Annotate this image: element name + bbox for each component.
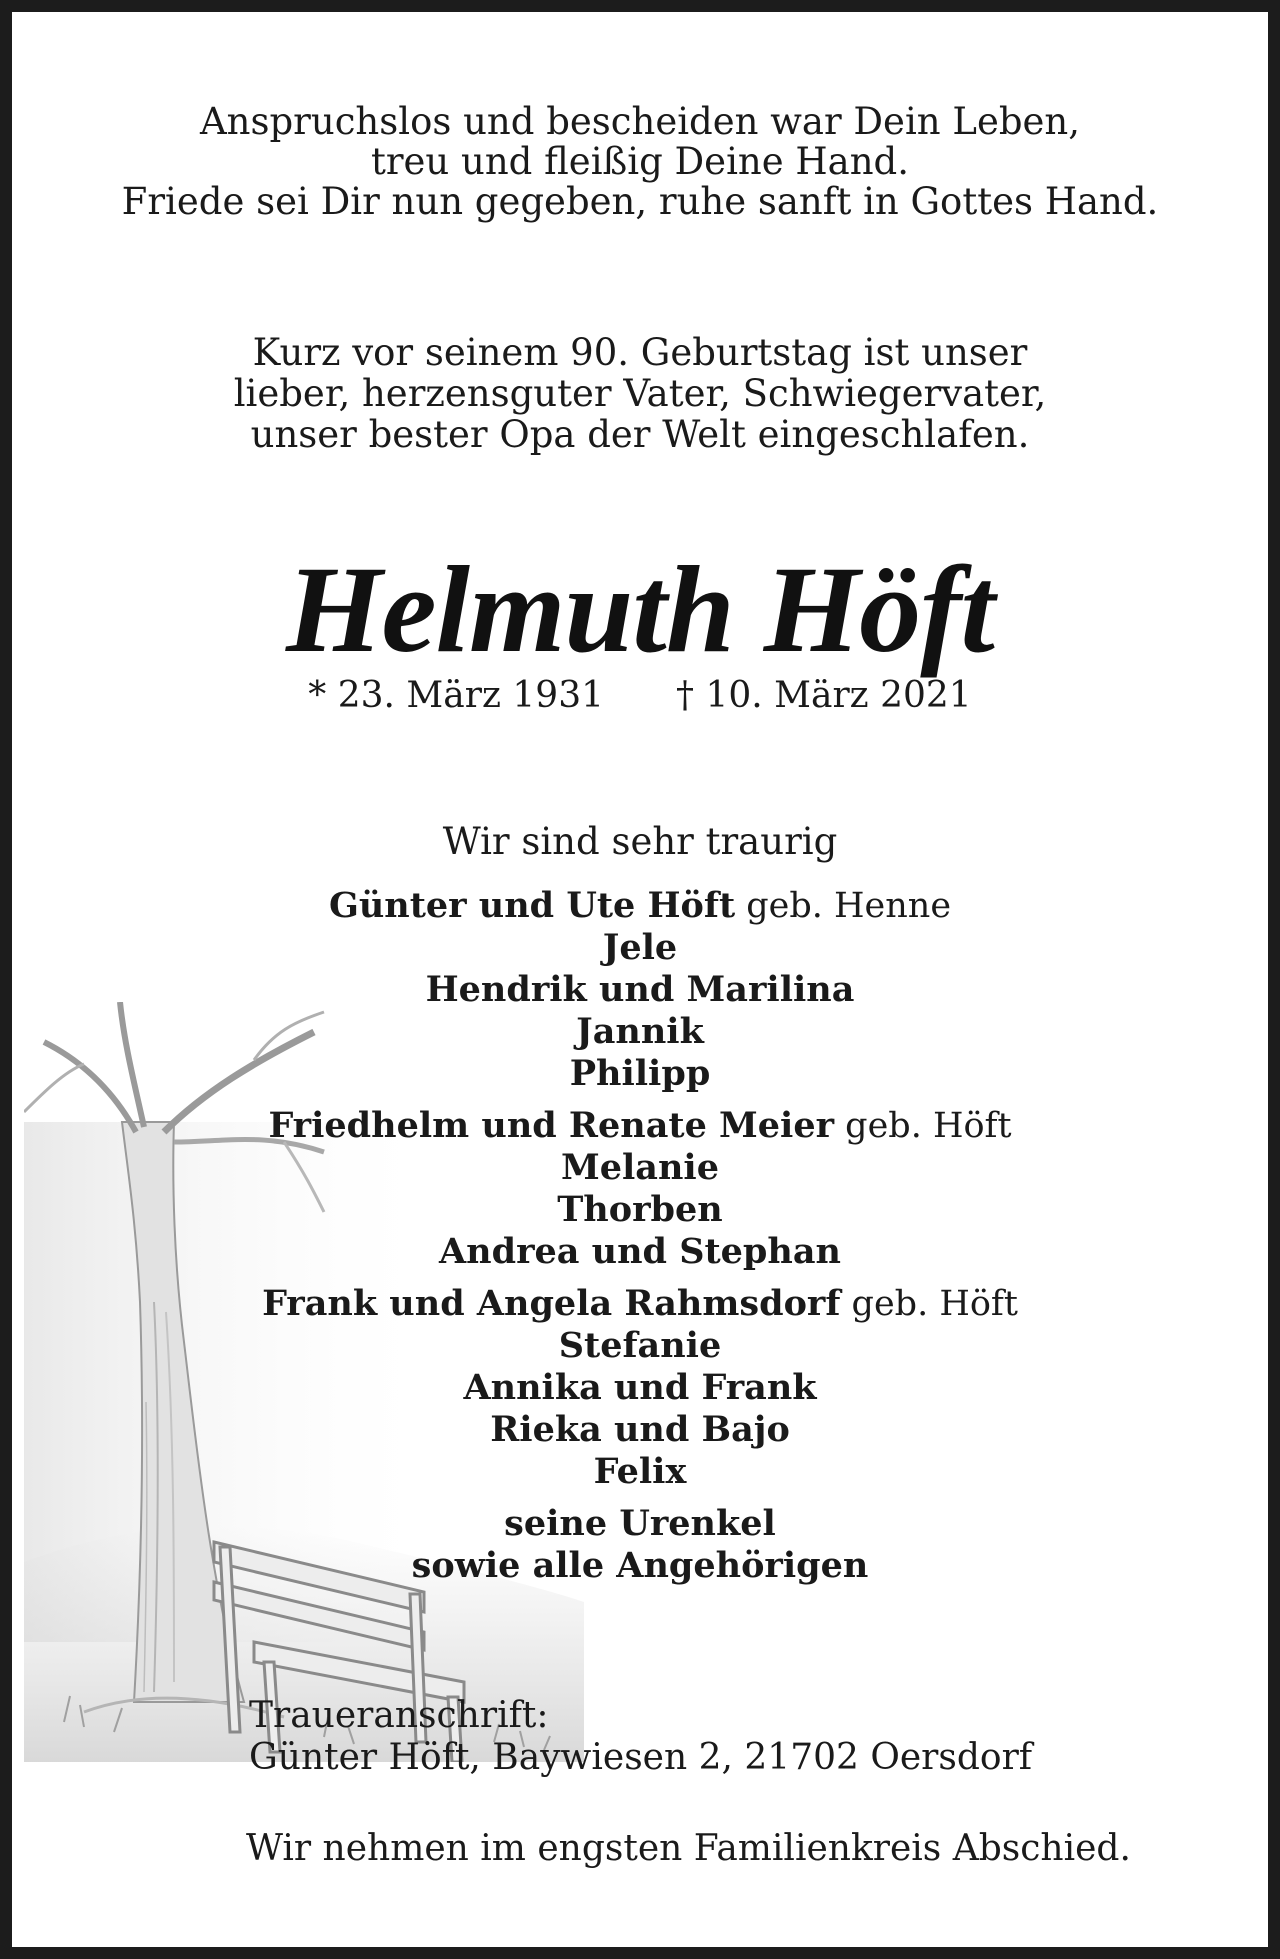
- mourner-names: Melanie: [561, 1147, 719, 1188]
- mourner-names: Friedhelm und Renate Meier: [268, 1105, 835, 1146]
- mourner-names: Frank und Angela Rahmsdorf: [262, 1283, 841, 1324]
- mourning-address: [249, 1695, 1032, 1779]
- mourner-names: Stefanie: [558, 1325, 722, 1366]
- mourner-row: [12, 1545, 1268, 1587]
- mourners-heading: Wir sind sehr traurig: [442, 820, 838, 863]
- mourner-names: Jannik: [576, 1011, 704, 1052]
- mourner-names: Thorben: [557, 1189, 723, 1230]
- poem-line: treu und fleißig Deine Hand.: [370, 140, 910, 183]
- intro-line: lieber, herzensguter Vater, Schwiegervater,: [233, 372, 1047, 415]
- mourner-row: [12, 1283, 1268, 1325]
- mourner-row: [12, 1105, 1268, 1147]
- maiden-name: geb. Höft: [840, 1284, 1018, 1324]
- mourner-row: [12, 1367, 1268, 1409]
- mourner-row: [12, 1011, 1268, 1053]
- poem: [12, 102, 1268, 222]
- birth-date: * 23. März 1931: [308, 675, 604, 716]
- mourner-row: [12, 1409, 1268, 1451]
- poem-line: Anspruchslos und bescheiden war Dein Leben,: [199, 100, 1081, 143]
- mourner-row: [12, 885, 1268, 927]
- mourner-row: [12, 1503, 1268, 1545]
- mourner-names: sowie alle Angehörigen: [411, 1545, 869, 1586]
- mourner-row: [12, 1053, 1268, 1095]
- death-date: † 10. März 2021: [676, 675, 972, 716]
- poem-line: Friede sei Dir nun gegeben, ruhe sanft in Gottes Hand.: [121, 180, 1159, 223]
- mourner-names: Günter und Ute Höft: [328, 885, 736, 926]
- mourner-row: [12, 1325, 1268, 1367]
- mourner-names: Rieka und Bajo: [490, 1409, 790, 1450]
- mourner-names: Hendrik und Marilina: [425, 969, 855, 1010]
- life-dates: [12, 674, 1268, 718]
- address-line: Günter Höft, Baywiesen 2, 21702 Oersdorf: [249, 1737, 1033, 1778]
- mourner-names: Andrea und Stephan: [439, 1231, 841, 1272]
- mourner-row: [12, 1189, 1268, 1231]
- mourner-names: Annika und Frank: [463, 1367, 817, 1408]
- mourner-row: [12, 1231, 1268, 1273]
- mourner-names: Philipp: [569, 1053, 711, 1094]
- intro-line: Kurz vor seinem 90. Geburtstag ist unser: [252, 331, 1028, 374]
- intro-line: unser bester Opa der Welt eingeschlafen.: [250, 413, 1030, 456]
- mourner-row: [12, 927, 1268, 969]
- mourners-list: [12, 885, 1268, 1587]
- mourner-row: [12, 1147, 1268, 1189]
- address-label: Traueranschrift:: [249, 1695, 549, 1736]
- mourner-names: seine Urenkel: [504, 1503, 776, 1544]
- maiden-name: geb. Henne: [735, 886, 952, 926]
- farewell-note: Wir nehmen im engsten Familienkreis Abschied.: [246, 1828, 1131, 1869]
- maiden-name: geb. Höft: [834, 1106, 1012, 1146]
- deceased-name: Helmuth Höft: [286, 541, 994, 678]
- mourner-names: Felix: [593, 1451, 687, 1492]
- mourner-row: [12, 1451, 1268, 1493]
- mourner-names: Jele: [602, 927, 678, 968]
- intro-text: [12, 332, 1268, 455]
- mourner-row: [12, 969, 1268, 1011]
